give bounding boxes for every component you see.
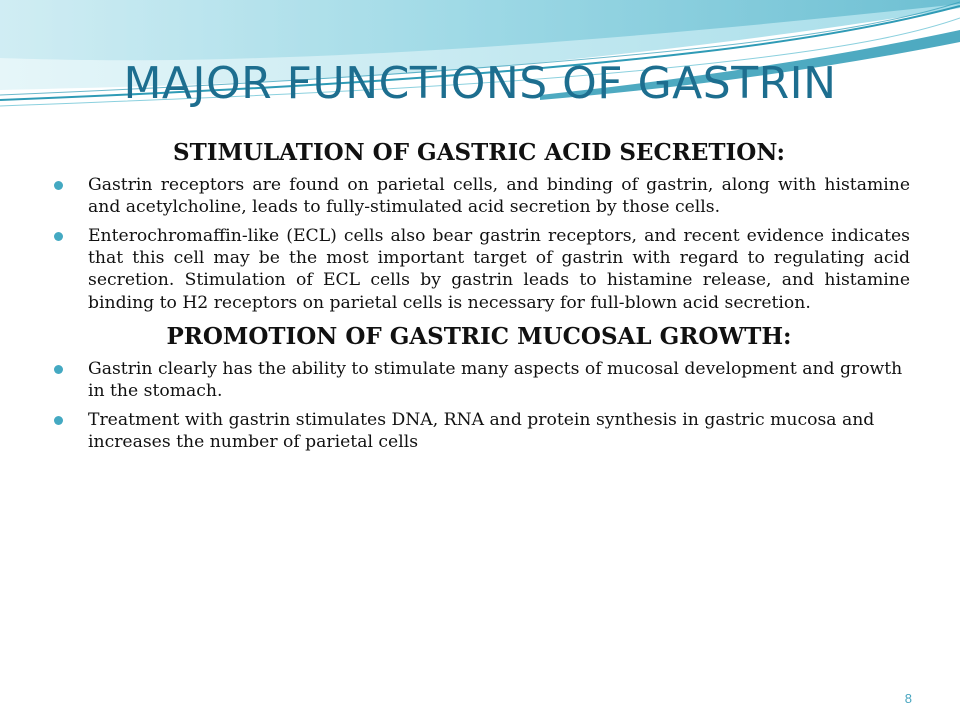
section-heading-mucosal-growth: PROMOTION OF GASTRIC MUCOSAL GROWTH: [166, 323, 792, 351]
bullet-item [48, 225, 910, 314]
bullet-text: Treatment with gastrin stimulates DNA, RNA and protein synthesis in gastric mucosa and increases the number of parietal cells [88, 409, 875, 453]
page-number: 8 [904, 691, 912, 706]
bullet-text: Gastrin clearly has the ability to stimulate many aspects of mucosal development and growth in the stomach. [88, 358, 903, 402]
bullet-dot-icon [54, 232, 63, 241]
bullet-item [48, 358, 910, 403]
bullet-item [48, 409, 910, 454]
bullet-item [48, 174, 910, 219]
bullet-text: Gastrin receptors are found on parietal cells, and binding of gastrin, along with histamine and acetylcholine, leads to fully-stimulated acid secretion by those cells. [88, 174, 910, 218]
bullet-dot-icon [54, 181, 63, 190]
mucosal-growth-bullets [48, 358, 910, 453]
acid-secretion-bullets [48, 174, 910, 314]
bullet-text: Enterochromaffin-like (ECL) cells also bear gastrin receptors, and recent evidence indicates that this cell may be the most important target of gastrin with regard to regulating acid secretion. Stimulation of ECL cells by gastrin leads to histamine release, and histamine binding to H2 receptors on parietal cells is necessary for full-blown acid secretion. [88, 225, 910, 313]
bullet-dot-icon [54, 416, 63, 425]
section-heading-acid-secretion: STIMULATION OF GASTRIC ACID SECRETION: [172, 139, 786, 166]
slide-content [48, 138, 910, 459]
bullet-dot-icon [54, 365, 63, 374]
slide-title: MAJOR FUNCTIONS OF GASTRIN [123, 58, 837, 109]
